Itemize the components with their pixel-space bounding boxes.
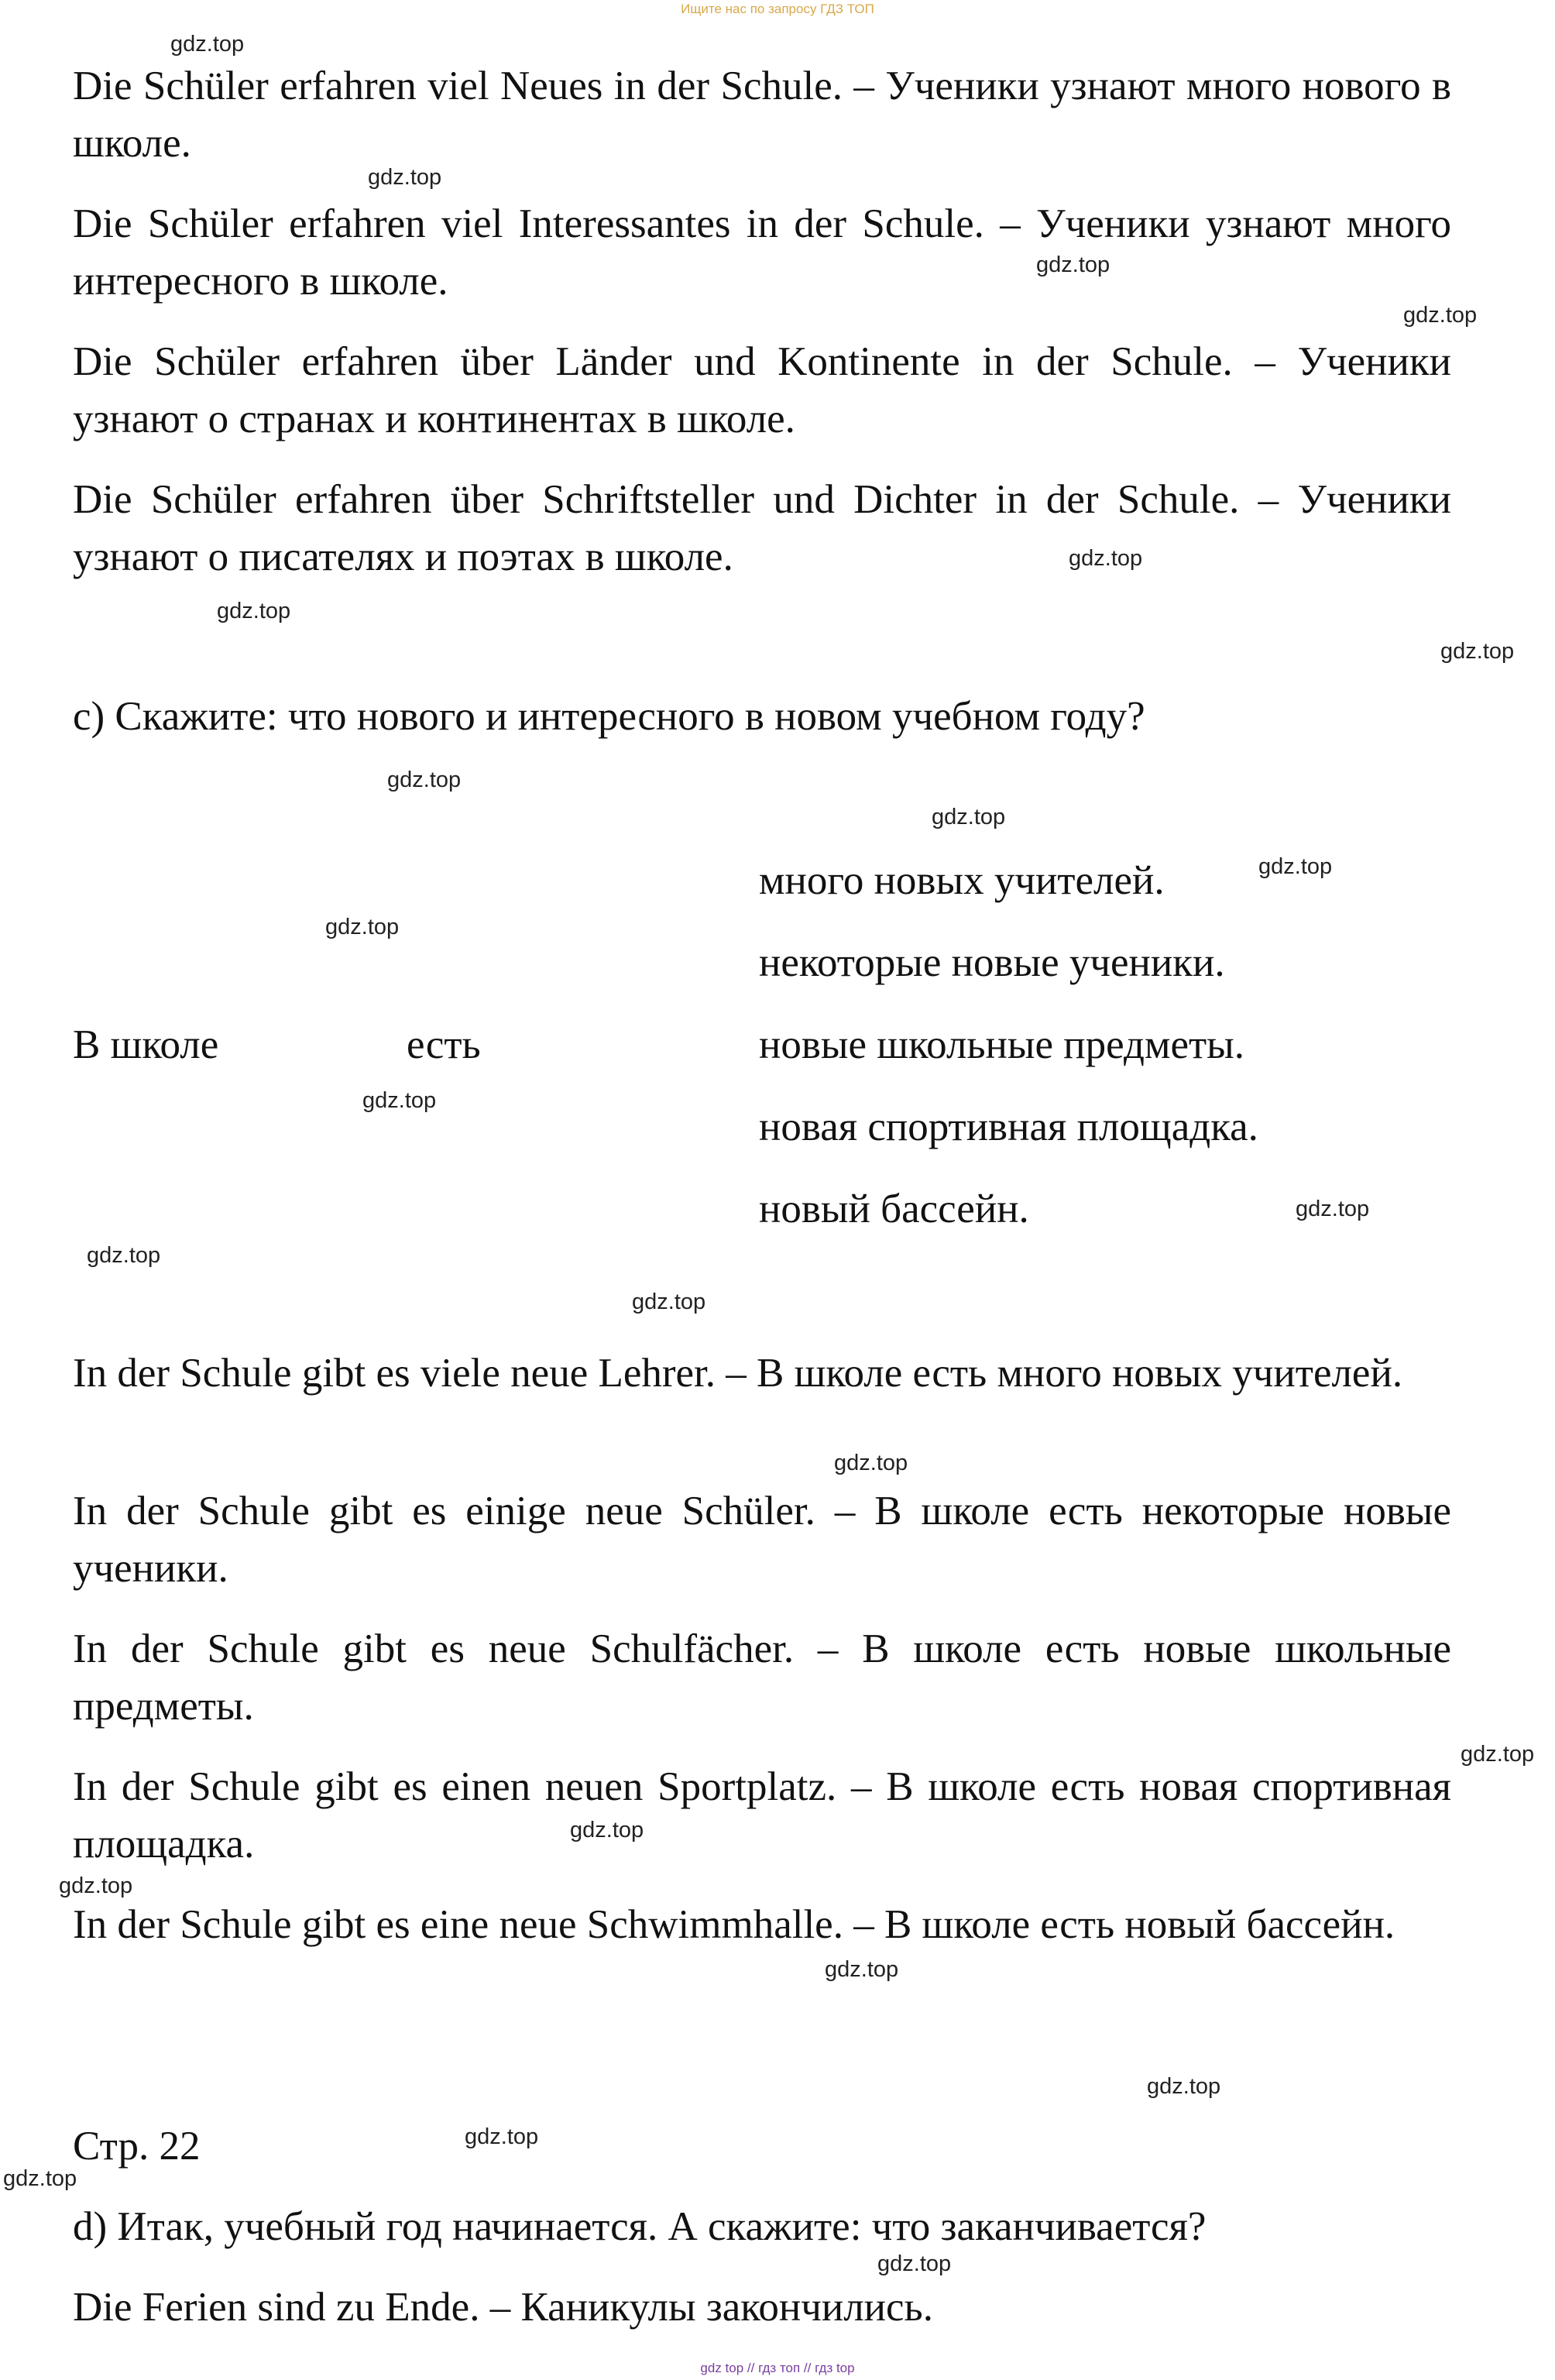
substitution-option: новые школьные предметы. [759, 1022, 1245, 1067]
watermark: gdz.top [825, 1957, 899, 1982]
page-label: Стр. 22 [73, 2124, 201, 2169]
watermark: gdz.top [217, 599, 291, 623]
substitution-option: новый бассейн. [759, 1187, 1029, 1231]
question-d: d) Итак, учебный год начинается. А скажите: что заканчивается? [73, 2204, 1207, 2249]
answer-d: Die Ferien sind zu Ende. – Каникулы закончились. [73, 2285, 933, 2330]
substitution-option: некоторые новые ученики. [759, 940, 1225, 985]
watermark: gdz.top [465, 2124, 539, 2149]
answer-c-4: In der Schule gibt es einen neuen Sportplatz. – В школе есть новая спортивная площадка. [73, 1764, 1451, 1867]
watermark: gdz.top [877, 2251, 952, 2276]
answer-c-5: In der Schule gibt es eine neue Schwimmhalle. – В школе есть новый бассейн. [73, 1902, 1395, 1947]
watermark: gdz.top [362, 1088, 437, 1113]
watermark: gdz.top [170, 32, 245, 57]
watermark: gdz.top [632, 1290, 706, 1314]
watermark: gdz.top [1069, 546, 1143, 571]
answer-b-2: Die Schüler erfahren viel Interessantes in der Schule. – Ученики узнают много интересного в школе. [73, 201, 1451, 304]
watermark: gdz.top [1258, 854, 1333, 879]
watermark: gdz.top [1036, 252, 1110, 277]
answer-b-1: Die Schüler erfahren viel Neues in der Schule. – Ученики узнают много нового в школе. [73, 64, 1451, 166]
watermark: gdz.top [570, 1818, 644, 1843]
watermark: gdz.top [387, 768, 462, 792]
substitution-subject: В школе [73, 1022, 219, 1067]
substitution-option: много новых учителей. [759, 858, 1165, 903]
answer-b-4: Die Schüler erfahren über Schriftsteller und Dichter in der Schule. – Ученики узнают о писателях и поэтах в школе. [73, 477, 1451, 579]
watermark: gdz.top [1296, 1197, 1370, 1221]
substitution-option: новая спортивная площадка. [759, 1104, 1258, 1149]
watermark: gdz.top [59, 1873, 133, 1898]
question-c: c) Скажите: что нового и интересного в новом учебном году? [73, 694, 1145, 739]
footer: gdz top // гдз топ // гдз top [700, 2361, 855, 2375]
substitution-verb: есть [407, 1022, 481, 1067]
answer-c-3: In der Schule gibt es neue Schulfächer. – В школе есть новые школьные предметы. [73, 1626, 1451, 1729]
watermark: gdz.top [325, 915, 400, 939]
watermark: gdz.top [834, 1451, 908, 1475]
watermark: gdz.top [1461, 1742, 1535, 1767]
watermark: gdz.top [932, 805, 1006, 829]
answer-c-2: In der Schule gibt es einige neue Schüler. – В школе есть некоторые новые ученики. [73, 1489, 1451, 1591]
watermark: gdz.top [1147, 2074, 1221, 2099]
answer-c-1: In der Schule gibt es viele neue Lehrer. – В школе есть много новых учителей. [73, 1351, 1403, 1396]
watermark: gdz.top [87, 1243, 161, 1268]
answer-b-3: Die Schüler erfahren über Länder und Kontinente in der Schule. – Ученики узнают о странах и континентах в школе. [73, 339, 1451, 441]
watermark: gdz.top [1403, 303, 1478, 328]
watermark: gdz.top [1440, 639, 1515, 664]
watermark: gdz.top [368, 165, 442, 190]
watermark: gdz.top [3, 2166, 77, 2191]
top-banner: Ищите нас по запросу ГДЗ ТОП [681, 2, 874, 16]
